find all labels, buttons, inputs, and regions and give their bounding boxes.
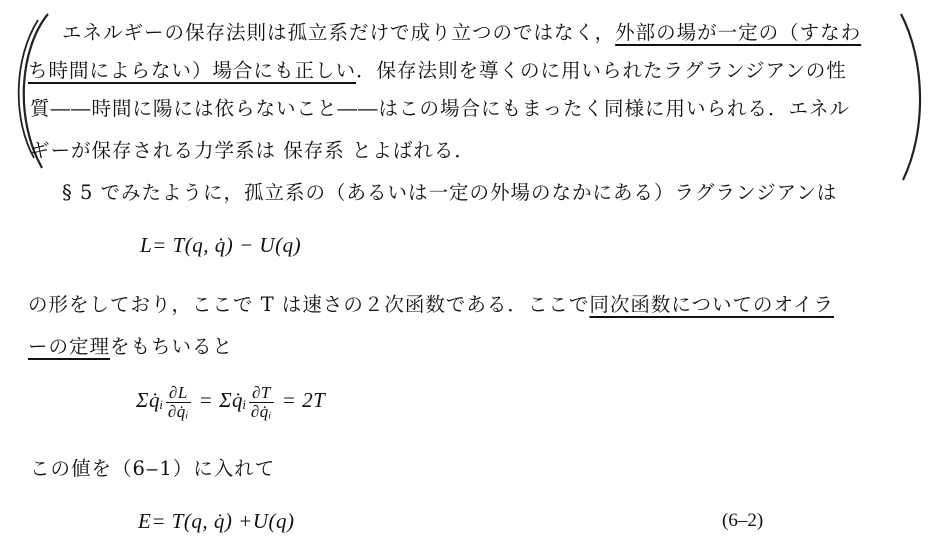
paragraph1-line2-underlined: ち時間によらない）場合にも正しい bbox=[28, 59, 357, 82]
paragraph3-line1 bbox=[28, 292, 834, 318]
paragraph3-line1-text: の形をしており，ここで T は速さの２次函数である．ここで bbox=[28, 293, 590, 316]
paragraph1-line4-text: ギーが保存される力学系は 保存系 とよばれる． bbox=[30, 139, 475, 162]
equation-number: (6‒2) bbox=[722, 510, 764, 531]
paragraph1-line3 bbox=[30, 96, 850, 122]
euler-fraction-right-denominator: ∂q̇ᵢ bbox=[250, 401, 272, 421]
euler-rhs: = 2T bbox=[281, 388, 326, 412]
paragraph1-line4 bbox=[30, 138, 475, 164]
paragraph4-line1-text: この値を（6‒1）に入れて bbox=[30, 457, 276, 480]
paragraph1-line1-text: エネルギーの保存法則は孤立系だけで成り立つのではなく， bbox=[62, 21, 616, 44]
equation-lagrangian-text: L= T(q, q̇) − U(q) bbox=[140, 233, 302, 257]
euler-sum-left: Σq̇ᵢ bbox=[136, 388, 164, 412]
euler-sum-right: Σq̇ᵢ bbox=[219, 388, 247, 412]
paragraph3-line2-text: をもちいると bbox=[110, 335, 234, 358]
euler-fraction-right-numerator: ∂T bbox=[249, 384, 274, 403]
paragraph3-line2-underlined: ーの定理 bbox=[28, 335, 111, 358]
paragraph1-line2 bbox=[28, 58, 847, 84]
equation-lagrangian bbox=[140, 232, 301, 258]
right-bracket-mark bbox=[895, 10, 932, 185]
paragraph1-line1-underlined: 外部の場が一定の（すなわ bbox=[615, 21, 862, 44]
equation-energy bbox=[138, 508, 295, 534]
euler-fraction-left-numerator: ∂L bbox=[166, 384, 191, 403]
paragraph1-line2-text: ．保存法則を導くのに用いられたラグランジアンの性 bbox=[356, 59, 847, 82]
euler-fraction-right bbox=[249, 384, 274, 421]
paragraph2-line1-text: § 5 でみたように，孤立系の（あるいは一定の外場のなかにある）ラグランジアンは bbox=[62, 181, 838, 204]
equation-euler bbox=[136, 380, 325, 421]
paragraph1-line1 bbox=[62, 20, 861, 46]
paragraph2-line1 bbox=[62, 180, 837, 206]
equation-energy-text: E= T(q, q̇) +U(q) bbox=[138, 509, 295, 533]
paragraph3-line1-underlined: 同次函数についてのオイラ bbox=[589, 293, 835, 316]
euler-fraction-left-denominator: ∂q̇ᵢ bbox=[167, 401, 189, 421]
paragraph3-line2 bbox=[28, 334, 233, 360]
paragraph4-line1 bbox=[30, 456, 275, 482]
euler-fraction-left bbox=[166, 384, 191, 421]
paragraph1-line3-text: 質――時間に陽には依らないこと――はこの場合にもまったく同様に用いられる．エネル bbox=[30, 97, 851, 120]
euler-equals: = bbox=[198, 388, 214, 412]
